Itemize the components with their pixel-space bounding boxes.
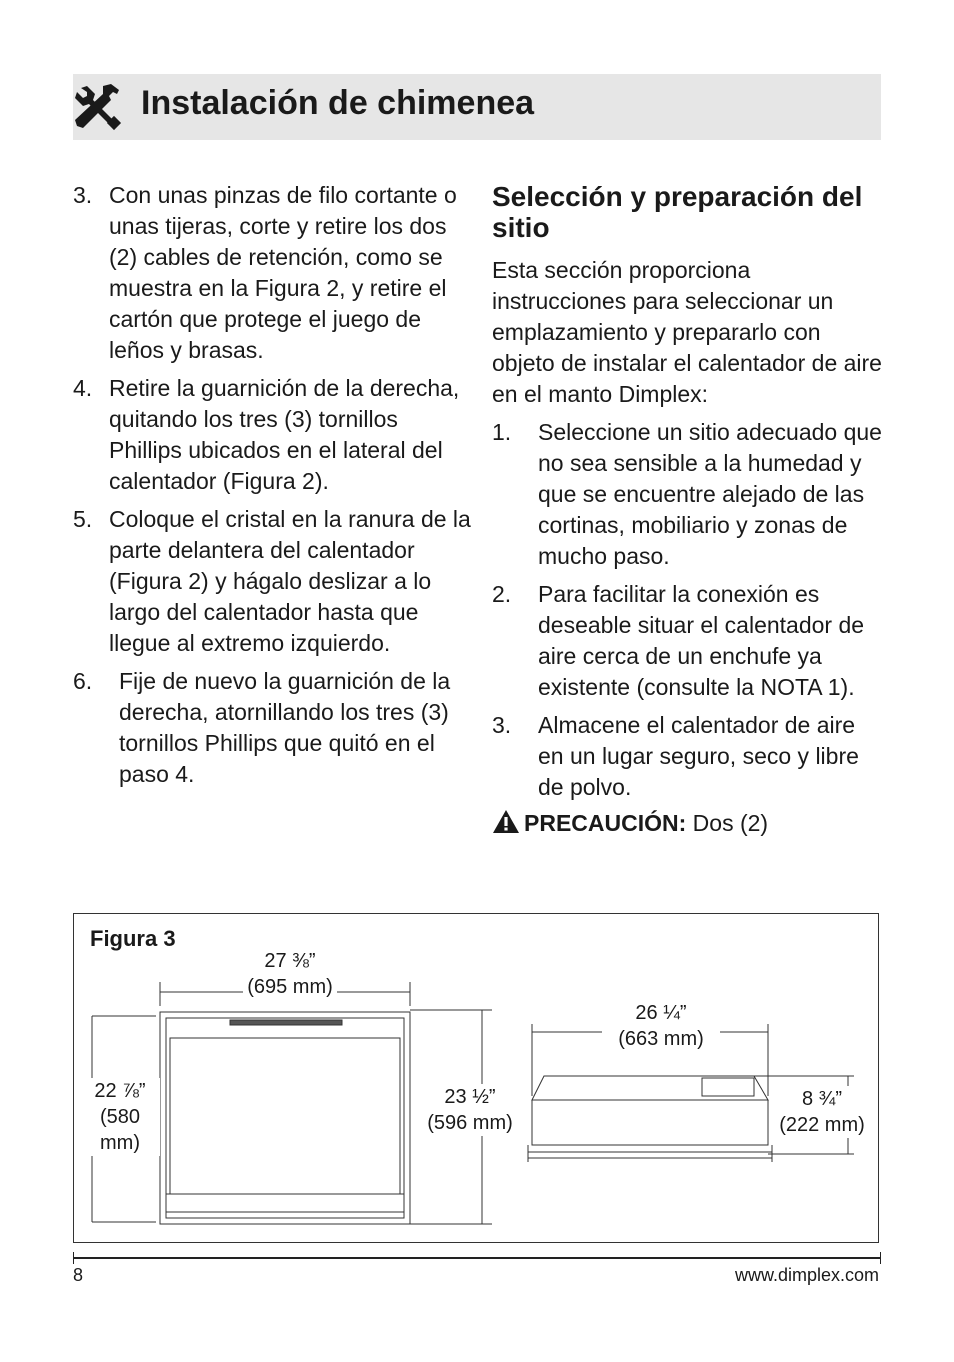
dimension-mm: mm): [100, 1132, 140, 1154]
step-item: [492, 710, 884, 803]
dimension-inches: 23 ½”: [444, 1086, 496, 1108]
top-depth-dimension: [770, 1086, 874, 1138]
front-height-dimension: [418, 1084, 522, 1136]
step-number: 3.: [73, 182, 93, 208]
figure-3: [73, 913, 879, 1243]
front-width-dimension: [224, 948, 356, 1002]
step-number: 6.: [73, 668, 93, 694]
step-number: 2.: [492, 581, 512, 607]
step-text: Fije de nuevo la guarnición de la derecha, atornillando los tres (3) tornillos Phillips que quitó en el paso 4.: [119, 668, 451, 787]
step-text: Seleccione un sitio adecuado que no sea sensible a la humedad y que se encuentre alejado de las cortinas, mobiliario y zonas de mucho paso.: [538, 419, 882, 569]
dimension-mm: (695 mm): [243, 974, 337, 1000]
caution-label: PRECAUCIÓN:: [524, 810, 687, 836]
step-text: Retire la guarnición de la derecha, quitando los tres (3) tornillos Phillips ubicados en el lateral del calentador (Figura 2).: [109, 375, 460, 494]
dimension-mm: (580: [99, 1106, 141, 1128]
step-number: 4.: [73, 375, 93, 401]
step-text: Almacene el calentador de aire en un lugar seguro, seco y libre de polvo.: [538, 712, 859, 800]
footer-divider-tick: [73, 1252, 74, 1264]
footer-divider: [73, 1257, 881, 1259]
step-number: 5.: [73, 506, 93, 532]
dimension-inches: 8 ¾”: [801, 1088, 843, 1110]
figure-label: Figura 3: [90, 926, 176, 951]
section-intro: Esta sección proporciona instrucciones para seleccionar un emplazamiento y prepararlo con objeto de instalar el calentador de aire en el manto Dimplex:: [492, 257, 882, 407]
step-item: [492, 417, 884, 572]
section-title: Selección y preparación del sitio: [492, 181, 863, 243]
right-column: [492, 180, 884, 839]
warning-icon: [492, 809, 520, 834]
tools-icon: [73, 82, 123, 132]
dimension-mm: (596 mm): [427, 1112, 513, 1134]
dimension-inches: 27 ⅜”: [264, 950, 316, 972]
dimension-inches: 22 ⅞”: [94, 1080, 146, 1102]
step-item: [73, 180, 473, 366]
left-column: [73, 180, 473, 797]
page-number: 8: [73, 1265, 84, 1285]
step-number: 1.: [492, 419, 512, 445]
dimension-mm: (663 mm): [618, 1028, 704, 1050]
fireplace-diagram: [74, 914, 880, 1244]
step-item: [73, 504, 473, 659]
footer-divider-tick: [880, 1252, 881, 1264]
website-url: www.dimplex.com: [734, 1265, 879, 1285]
step-item: [73, 666, 473, 790]
step-text: Coloque el cristal en la ranura de la parte delantera del calentador (Figura 2) y hágalo deslizar a lo largo del calentador hasta que llegue al extremo izquierdo.: [109, 506, 471, 656]
dimension-inches: 26 ¼”: [635, 1002, 687, 1024]
top-width-dimension: [602, 1000, 720, 1052]
step-item: [492, 579, 884, 703]
caution-note: [492, 808, 884, 839]
page-title: Instalación de chimenea: [141, 84, 535, 122]
step-text: Con unas pinzas de filo cortante o unas tijeras, corte y retire los dos (2) cables de retención, como se muestra en la Figura 2, y retire el cartón que protege el juego de leños y brasas.: [109, 182, 457, 363]
page-header: [73, 74, 881, 140]
front-inner-height-dimension: [80, 1078, 160, 1156]
step-item: [73, 373, 473, 497]
caution-text: Dos (2): [686, 810, 769, 836]
step-number: 3.: [492, 712, 512, 738]
dimension-mm: (222 mm): [779, 1114, 865, 1136]
step-text: Para facilitar la conexión es deseable situar el calentador de aire cerca de un enchufe ya existente (consulte la NOTA 1).: [538, 581, 865, 700]
